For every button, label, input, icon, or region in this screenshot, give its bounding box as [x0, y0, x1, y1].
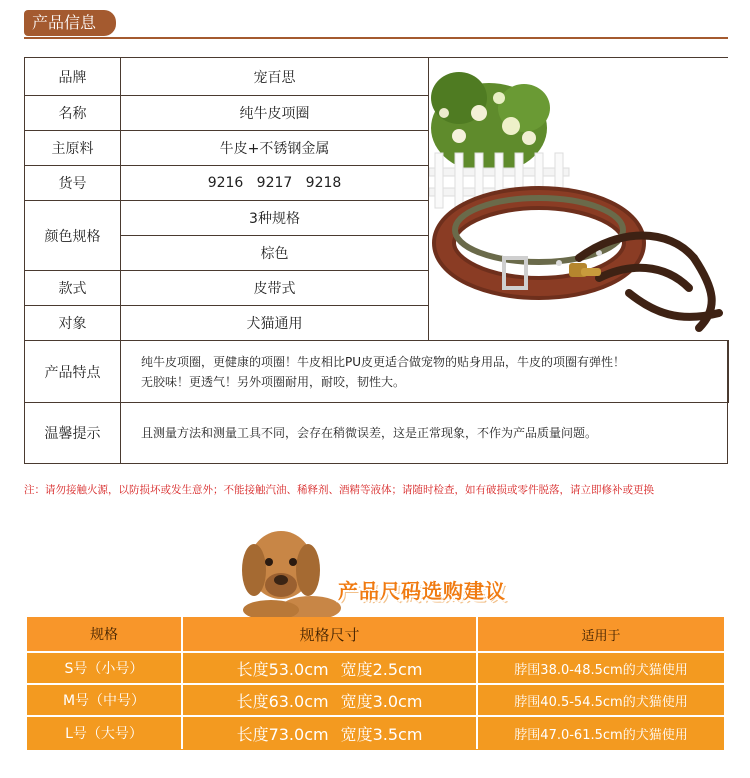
size-l-length: 长度73.0cm — [236, 724, 329, 744]
features-text — [121, 341, 729, 403]
size-m-length: 长度63.0cm — [236, 691, 329, 711]
product-info-table — [24, 57, 728, 464]
size-l-width: 宽度3.5cm — [340, 724, 423, 744]
size-guide-title: 产品尺码选购建议 — [338, 579, 506, 603]
warning-note: 注：请勿接触火源，以防损坏或发生意外；不能接触汽油、稀释剂、酒精等液体；请随时检查，如有破损或零件脱落，请立即修补或更换 — [24, 484, 654, 496]
brand-value: 宠百思 — [121, 58, 429, 96]
name-value: 纯牛皮项圈 — [121, 96, 429, 131]
header-divider — [24, 37, 728, 39]
size-header-dimensions: 规格尺寸 — [183, 617, 478, 653]
size-l-fit: 脖围47.0-61.5cm的犬猫使用 — [514, 727, 688, 743]
product-photo — [429, 58, 729, 341]
target-value: 犬猫通用 — [121, 306, 429, 341]
color-spec-label: 颜色规格 — [25, 201, 121, 271]
size-header-spec: 规格 — [27, 617, 183, 653]
section-header — [24, 10, 728, 40]
brand-label: 品牌 — [25, 58, 121, 96]
size-s-width: 宽度2.5cm — [340, 659, 423, 679]
features-line-1: 纯牛皮项圈，更健康的项圈！牛皮相比PU皮更适合做宠物的贴身用品，牛皮的项圈有弹性！ — [141, 354, 626, 369]
size-m-dimensions — [183, 685, 478, 717]
size-m-fit: 脖围40.5-54.5cm的犬猫使用 — [478, 685, 724, 717]
style-label: 款式 — [25, 271, 121, 306]
features-label: 产品特点 — [25, 341, 121, 403]
target-label: 对象 — [25, 306, 121, 341]
name-label: 名称 — [25, 96, 121, 131]
size-s: S号（小号） — [27, 653, 183, 685]
size-table — [27, 617, 724, 750]
color-value: 棕色 — [121, 236, 429, 271]
size-header-fit: 适用于 — [478, 617, 724, 653]
style-value: 皮带式 — [121, 271, 429, 306]
tips-text: 且测量方法和测量工具不同，会存在稍微误差，这是正常现象，不作为产品质量问题。 — [141, 426, 598, 440]
size-l-dimensions — [183, 717, 478, 749]
spec-value: 3种规格 — [121, 201, 429, 236]
size-l: L号（大号） — [27, 717, 183, 749]
size-s-fit: 脖围38.0-48.5cm的犬猫使用 — [478, 653, 724, 685]
size-m: M号（中号） — [27, 685, 183, 717]
material-label: 主原料 — [25, 131, 121, 166]
size-s-length: 长度53.0cm — [236, 659, 329, 679]
item-no-value: 9216 9217 9218 — [121, 166, 429, 201]
size-s-dimensions — [183, 653, 478, 685]
section-title: 产品信息 — [24, 10, 116, 36]
features-line-2: 无胶味！更透气！另外项圈耐用，耐咬，韧性大。 — [141, 374, 406, 389]
tips-label: 温馨提示 — [25, 403, 121, 463]
puppy-image — [226, 520, 356, 620]
item-no-label: 货号 — [25, 166, 121, 201]
size-m-width: 宽度3.0cm — [340, 691, 423, 711]
material-value: 牛皮+不锈钢金属 — [121, 131, 429, 166]
